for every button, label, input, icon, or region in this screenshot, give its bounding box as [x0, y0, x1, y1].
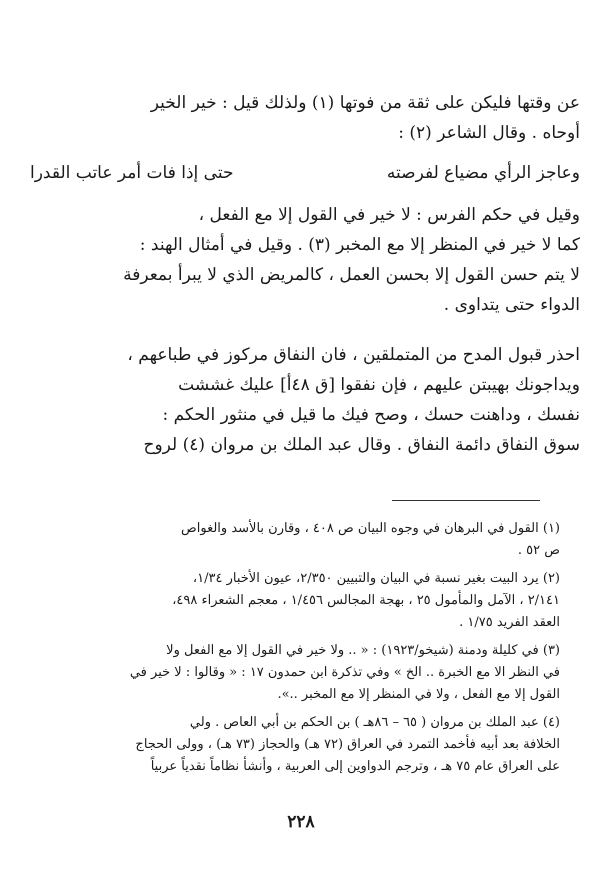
footnote-4 — [40, 712, 560, 778]
text-line: عن وقتها فليكن على ثقة من فوتها (١) ولذلك قيل : خير الخير — [150, 93, 580, 113]
poem-verse — [30, 158, 580, 188]
footnote-line: على العراق عام ٧٥ هـ ، وترجم الدواوين إلى العربية ، وأنشأ نظاماً نقدياً عربياً — [150, 759, 560, 774]
footnote-line: ص ٥٢ . — [517, 543, 560, 558]
footnote-line: القول إلا مع الفعل ، ولا في المنظر إلا مع المخبر ..». — [277, 687, 560, 702]
text-line: سوق النفاق دائمة النفاق . وقال عبد الملك بن مروان (٤) لروح — [143, 435, 580, 455]
paragraph-gap — [30, 320, 580, 340]
main-text — [30, 88, 580, 460]
footnote-line: (١) القول في البرهان في وجوه البيان ص ٤٠٨ ، وقارن بالأسد والغواص — [181, 521, 560, 536]
footnote-line: العقد الفريد ١/٧٥ . — [459, 615, 560, 630]
text-line: الدواء حتى يتداوى . — [443, 295, 580, 315]
footnote-line: (٤) عبد الملك بن مروان ( ٦٥ – ٨٦هـ ) بن الحكم بن أبي العاص . ولي — [189, 715, 560, 730]
page-number: ٢٢٨ — [287, 812, 315, 832]
verse-second-hemistich: حتى إذا فات أمر عاتب القدرا — [30, 163, 234, 183]
footnote-line: (٢) يرد البيت بغير نسبة في البيان والتبيين ٢/٣٥٠، عيون الأخبار ١/٣٤، — [192, 571, 560, 586]
footnote-3 — [40, 640, 560, 706]
footnote-1 — [40, 518, 560, 562]
footnote-divider — [392, 500, 540, 501]
footnote-line: ٢/١٤١ ، الآمل والمأمول ٢٥ ، بهجة المجالس ١/٤٥٦ ، معجم الشعراء ٤٩٨، — [172, 593, 560, 608]
text-line: نفسك ، وداهنت حسك ، وصح فيك ما قيل في منثور الحكم : — [162, 405, 580, 425]
text-line: لا يتم حسن القول إلا بحسن العمل ، كالمريض الذي لا يبرأ بمعرفة — [123, 265, 580, 285]
text-line: ويداجونك بهيبتن عليهم ، فإن نفقوا [ق ٤٨أ] عليك غششت — [178, 375, 580, 395]
footnotes — [40, 518, 560, 778]
footnote-line: الخلافة بعد أبيه فأخمد التمرد في العراق (٧٢ هـ) والحجاز (٧٣ هـ) ، وولى الحجاج — [135, 737, 560, 752]
text-line: وقيل في حكم الفرس : لا خير في القول إلا مع الفعل ، — [198, 205, 580, 225]
footnote-line: في النظر الا مع الخبرة .. الخ » وفي تذكرة ابن حمدون ١٧ : « وقالوا : لا خير في — [129, 665, 560, 680]
footnote-line: (٣) في كليلة ودمنة (شيخو/١٩٢٣) : « .. ولا خير في القول إلا مع الفعل ولا — [166, 643, 560, 658]
verse-first-hemistich: وعاجز الرأي مضياع لفرصته — [386, 163, 580, 183]
text-line: أوحاه . وقال الشاعر (٢) : — [398, 123, 580, 143]
footnote-2 — [40, 568, 560, 634]
text-line: كما لا خير في المنظر إلا مع المخبر (٣) . وقيل في أمثال الهند : — [139, 235, 580, 255]
text-line: احذر قبول المدح من المتملقين ، فان النفاق مركوز في طباعهم ، — [127, 345, 580, 365]
